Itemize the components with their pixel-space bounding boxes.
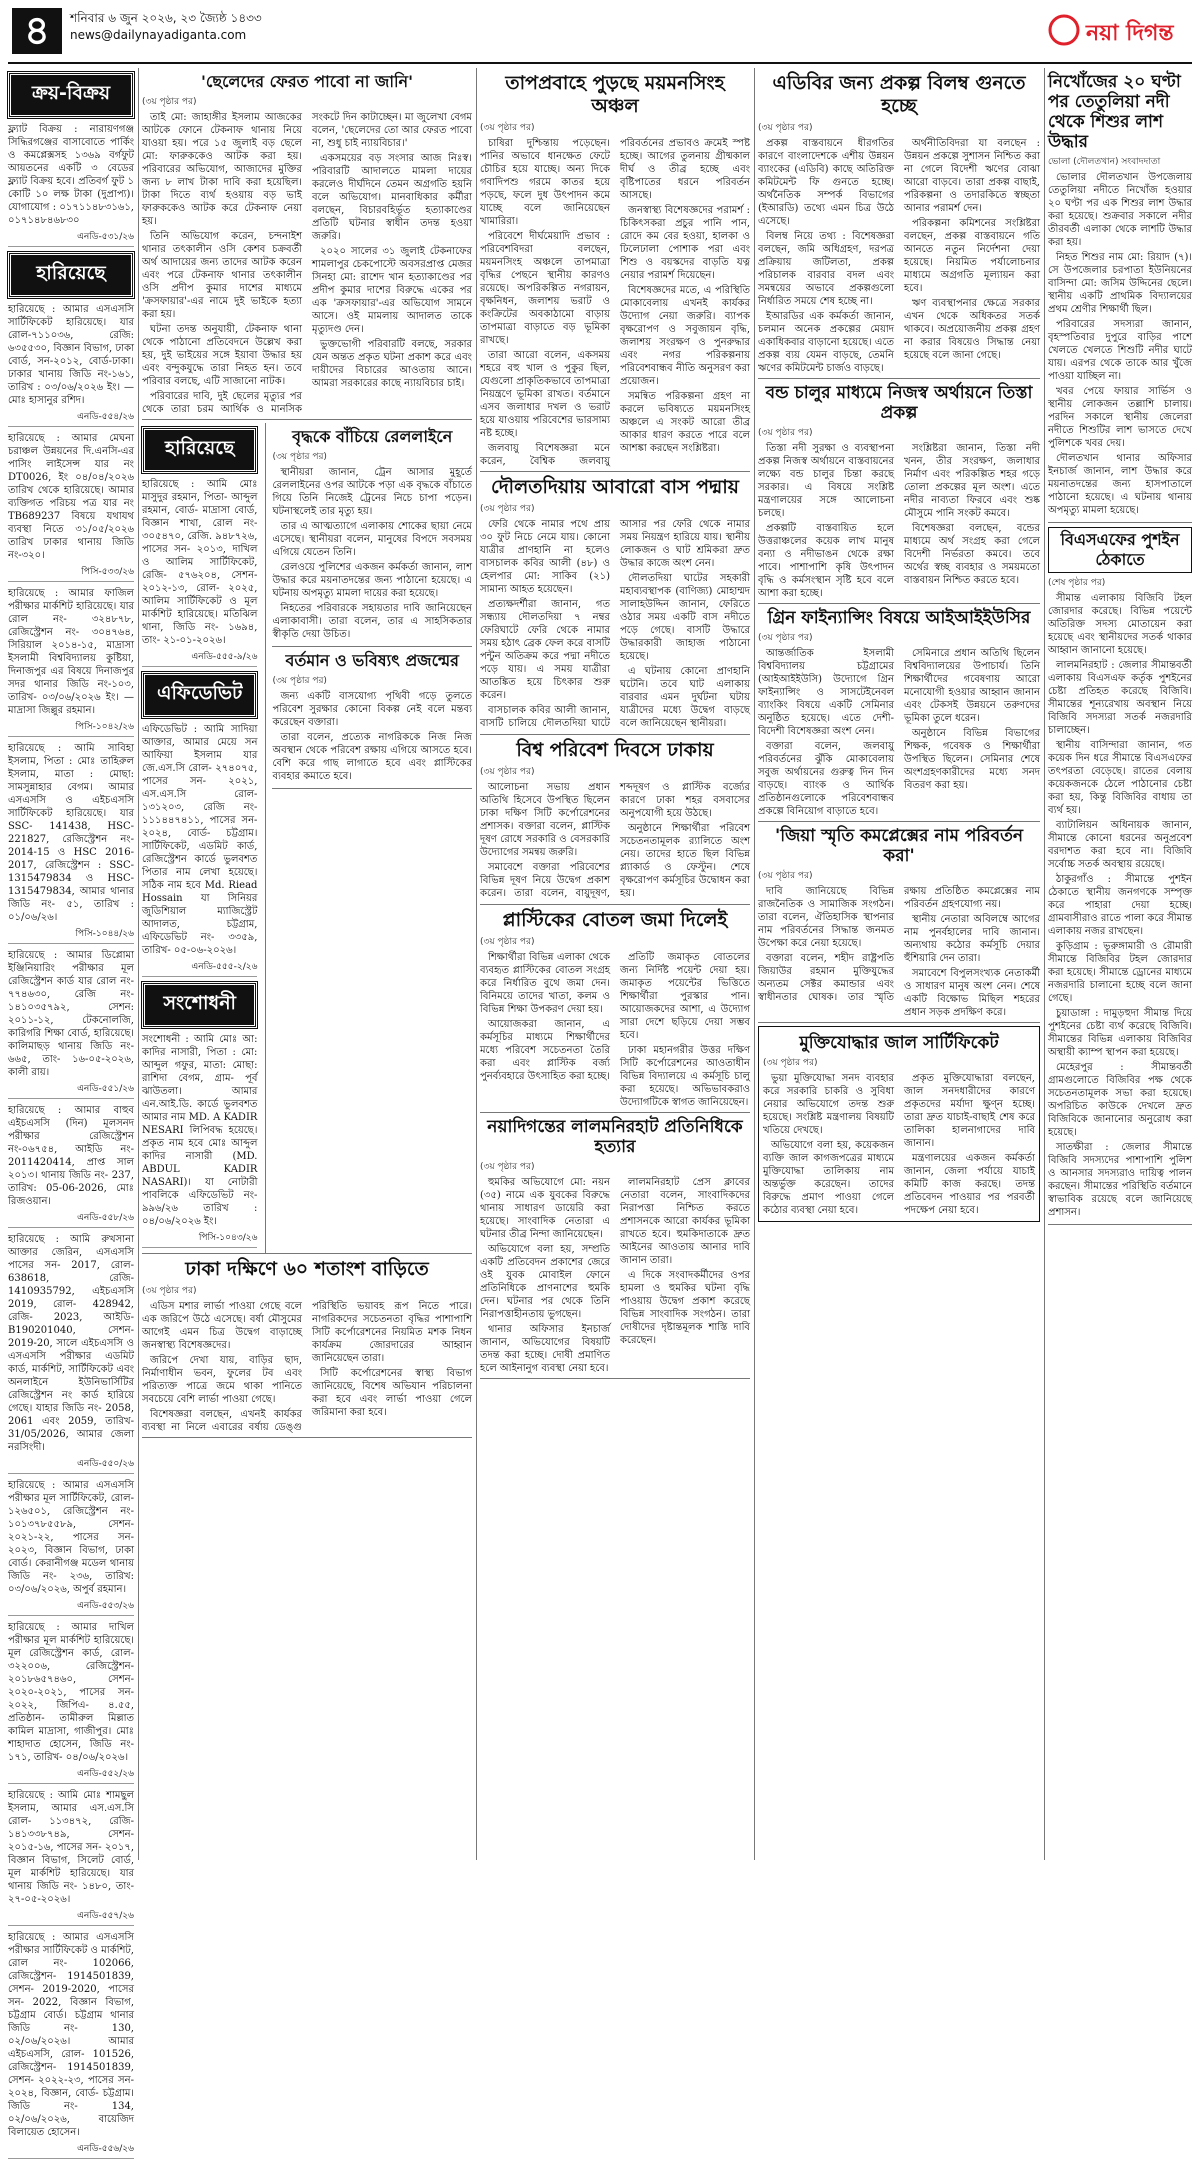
story-paragraph: জন্য একটি বাসযোগ্য পৃথিবী গড়ে তুলতে পরিবেশ সুরক্ষার কোনো বিকল্প নেই বলে মন্তব্য করেছেন বক্তারা। [272, 691, 472, 728]
story-paragraph: হুমকির অভিযোগে মো: নয়ন (৩৫) নামে এক যুবকের বিরুদ্ধে থানায় সাধারণ ডায়েরি করা হয়েছে। সাংবাদিক নেতারা এ ঘটনার তীব্র নিন্দা জানিয়েছেন। [480, 1177, 610, 1240]
lost-ad-text: হারিয়েছে : আমি মোঃ শামছুল ইসলাম, আমার এস.এস.সি রোল- ১১৩৪৭২, রেজি- ১৪১৩৩৮৭৪৯, সেশন- ২০১৫-১৬, পাসের সন- ২০১৭, বিজ্ঞান বিভাগ, সিলেট বোর্ড, মূল মার্কশিট হারিয়েছে। যার থানায় জিডি নং- ১৪৮০, তাং- ২৭-০৫-২০২৬। [8, 1790, 135, 1905]
story-byline: (শেষ পৃষ্ঠার পর) [1048, 578, 1106, 588]
story-body [480, 137, 750, 468]
story-byline: (৩য় পৃষ্ঠার পর) [272, 676, 327, 686]
ad-code: পিসি-১০৪২/২৬ [8, 719, 134, 737]
story-adb [758, 72, 1040, 379]
story-byline: (৩য় পৃষ্ঠার পর) [480, 937, 535, 947]
ad-code: এনডি-৫৫৬/২৬ [8, 2141, 134, 2159]
story-railway [272, 427, 472, 647]
email-link[interactable]: news@dailynayadiganta.com [70, 28, 247, 42]
story-paragraph: রেলওয়ে পুলিশের একজন কর্মকর্তা জানান, লাশ উদ্ধার করে ময়নাতদন্তের জন্য পাঠানো হয়েছে। এ ঘটনায় অপমৃত্যু মামলা দায়ের করা হয়েছে। [272, 562, 472, 599]
story-paragraph: তার এ আত্মত্যাগে এলাকায় শোকের ছায়া নেমে এসেছে। স্থানীয়রা বলেন, মানুষের বিপদে সবসময় এগিয়ে যেতেন তিনি। [272, 521, 472, 558]
story-byline: (৩য় পৃষ্ঠার পর) [272, 452, 327, 462]
story-paragraph: একসময়ের বড় সংসার আজ নিঃস্ব। পরিবারটি আদালতে মামলা দায়ের করলেও দীর্ঘদিনে তেমন অগ্রগতি হয়নি বলে অভিযোগ। মানবাধিকার কর্মীরা বলছেন, বিচারবহির্ভূত হত্যাকাণ্ডের প্রতিটি ঘটনার স্বাধীন তদন্ত হওয়া জরুরি। [312, 153, 472, 242]
story-paragraph: তারা আরো বলেন, একসময় শহরে বহু খাল ও পুকুর ছিল, যেগুলো প্রাকৃতিকভাবে তাপমাত্রা নিয়ন্ত্রণে ভূমিকা রাখত। বর্তমানে এসব জলাধার দখল ও ভরাট হয়ে যাওয়ায় পরিবেশের ভারসাম্য নষ্ট হচ্ছে। [480, 350, 610, 439]
story-byline: (৩য় পৃষ্ঠার পর) [758, 871, 813, 881]
story-paragraph: বিশেষজ্ঞরা বলছেন, বন্ডের মাধ্যমে অর্থ সংগ্রহ করা গেলে বিদেশী নির্ভরতা কমবে। তবে অর্থের স্বচ্ছ ব্যবহার ও সময়মতো বাস্তবায়ন নিশ্চিত করতে হবে। [904, 523, 1040, 586]
story-body [142, 111, 472, 416]
story-body [480, 518, 750, 731]
story-paragraph: থানার অফিসার ইনচার্জ জানান, অভিযোগের বিষয়টি তদন্ত করা হচ্ছে। দোষী প্রমাণিত হলে আইনানুগ ব্যবস্থা নেয়া হবে। [480, 1324, 610, 1374]
story-paragraph: সংশ্লিষ্টরা জানান, তিস্তা নদী খনন, তীর সংরক্ষণ, জলাধার নির্মাণ এবং পরিকল্পিত শহর গড়ে তোলা প্রকল্পের মূল অংশ। এতে নদীর নাব্যতা ফিরবে এবং শুষ্ক মৌসুমে পানি সংকট কমবে। [904, 443, 1040, 519]
story-byline: (৩য় পৃষ্ঠার পর) [480, 504, 535, 514]
story-byline: ভোলা (দৌলতখান) সংবাদদাতা [1048, 157, 1161, 167]
story-paragraph: জরিপে দেখা যায়, বাড়ির ছাদ, নির্মাণাধীন ভবন, ফুলের টব এবং পরিত্যক্ত পাত্রে জমে থাকা পানিতে সবচেয়ে বেশি লার্ভা পাওয়া গেছে। [142, 1355, 302, 1405]
story-paragraph: স্থানীয় বাসিন্দারা জানান, গত কয়েক দিন ধরে সীমান্তে বিএসএফের তৎপরতা বেড়েছে। রাতের বেলায় কয়েকজনকে ঠেলে পাঠানোর চেষ্টা করা হয়, কিন্তু বিজিবির বাধায় তা ব্যর্থ হয়। [1048, 740, 1192, 816]
story-paragraph: ভুয়া মুক্তিযোদ্ধা সনদ ব্যবহার করে সরকারি চাকরি ও সুবিধা নেয়ার অভিযোগে তদন্ত শুরু হয়েছে। সংশ্লিষ্ট মন্ত্রণালয় বিষয়টি খতিয়ে দেখছে। [763, 1073, 894, 1136]
story-body [1048, 592, 1192, 1219]
story-headline: গ্রিন ফাইন্যান্সিং বিষয়ে আইআইইউসির [767, 608, 1031, 628]
story-paragraph: তিনি অভিযোগ করেন, চন্দনাইশ থানার তৎকালীন ওসি কেশব চক্রবর্তী অর্থ আদায়ের জন্য তাদের আটক করেন এবং পরে টেকনাফ থানার তৎকালীন ওসি প্রদীপ কুমার দাশের মাধ্যমে 'ক্রসফায়ার'-এর নামে দুই ভাইকে হত্যা করা হয়। [142, 231, 302, 320]
story-paragraph: আলোচনা সভায় প্রধান অতিথি হিসেবে উপস্থিত ছিলেন ঢাকা দক্ষিণ সিটি কর্পোরেশনের প্রশাসক। বক্তারা বলেন, প্লাস্টিক দূষণ রোধে সরকারি ও বেসরকারি উদ্যোগের সমন্বয় জরুরি। [480, 782, 610, 858]
story-paragraph: অভিযোগে বলা হয়, সম্প্রতি একটি প্রতিবেদন প্রকাশের জেরে ওই যুবক মোবাইল ফোনে প্রতিনিধিকে প্রাণনাশের হুমকি দেন। ঘটনার পর থেকে তিনি নিরাপত্তাহীনতায় ভুগছেন। [480, 1244, 610, 1320]
story-paragraph: ২০২০ সালের ৩১ জুলাই টেকনাফের শামলাপুর চেকপোস্টে অবসরপ্রাপ্ত মেজর সিনহা মো: রাশেদ খান হত্যাকাণ্ডের পর প্রদীপ কুমার দাশের বিরুদ্ধে একের পর এক 'ক্রসফায়ার'-এর অভিযোগ সামনে আসে। ওই মামলায় আদালত তাকে মৃত্যুদণ্ড দেন। [312, 246, 472, 335]
story-environment [480, 739, 750, 905]
lost-ad-text: হারিয়েছে : আমার মেঘনা চরাঞ্চল উন্নয়নের দি.এনসি-এর পাসিং লাইসেন্স যার নং DT0026, ইং ০৪/০৪/২০২৬ তারিখ থেকে হারিয়েছে। আমার ব্যক্তিগত পরিচয় পত্র যার নং TB689237 বিষয়ে যথাযথ ব্যবস্থা নিতে ৩১/০৫/২০২৬ তারিখ ঢাকার থানায় জিডি নং-৩২০। [8, 433, 134, 561]
column-2 [142, 68, 472, 1860]
classified-ad: সংশোধনী : আমি মোঃ আ: কাদির নাসারী, পিতা : মো: আব্দুল গফুর, মাতা: মোছা: রাশিদা বেগম, গ্রাম- পূর্ব ঝাউতলা। আমার এন.আই.ডি. কার্ডে ভুলবশত আমার নাম MD. A KADIR NESARI লিপিবদ্ধ হয়েছে। প্রকৃত নাম হবে মোঃ আব্দুল কাদির নাসারী (MD. ABDUL KADIR NASARI)। যা নোটারী পাবলিকে এফিডেভিট নং- ৯৯৬/২৬ তারিখ : ০৪/০৬/২০২৬ ইং। [142, 1034, 258, 1227]
story-paragraph: প্রকল্পটি বাস্তবায়িত হলে উত্তরাঞ্চলের কয়েক লাখ মানুষ বন্যা ও নদীভাঙন থেকে রক্ষা পাবে। পাশাপাশি কৃষি উৎপাদন বৃদ্ধি ও কর্মসংস্থান সৃষ্টি হবে বলে আশা করা হচ্ছে। [758, 523, 894, 599]
newspaper-logo [1046, 8, 1186, 56]
story-paragraph: মন্ত্রণালয়ের একজন কর্মকর্তা জানান, জেলা পর্যায়ে যাচাই কমিটি কাজ করছে। তদন্ত প্রতিবেদন পাওয়ার পর পরবর্তী পদক্ষেপ নেয়া হবে। [904, 1153, 1035, 1216]
classified-ad: এফিডেভিট : আমি সাদিয়া আক্তার, আমার মেয়ে সন আফিয়া ইসলাম যার জে.এস.সি রোল- ২৭৪০৭৫, পাসের সন- ২০২১, এস.এস.সি রোল- ১৩১২০৩, রেজি নং- ১১১৪৪৭৪১১, পাসের সন- ২০২৪, বোর্ড- চট্টগ্রাম। সার্টিফিকেট, এডমিট কার্ড, রেজিস্ট্রেশন কার্ডে ভুলবশত পিতার নাম লেখা হয়েছে। সঠিক নাম হবে Md. Riead Hossain যা সিনিয়র জুডিশিয়াল ম্যাজিস্ট্রেট আদালত, চট্টগ্রাম, এফিডেভিট নং- ৩৩৫৯, তারিখ- ০৫-০৬-২০২৬। [142, 724, 258, 956]
story-byline: (৩য় পৃষ্ঠার পর) [480, 767, 535, 777]
story-bgb [1048, 527, 1192, 1225]
ad-code: এনডি-৫৫৩/২৬ [8, 1598, 134, 1616]
story-body [480, 951, 750, 1109]
story-green-finance [758, 608, 1040, 822]
story-body [1048, 171, 1192, 517]
story-teesta [758, 383, 1040, 604]
story-paragraph: বিলম্ব নিয়ে তথ্য : বিশেষজ্ঞরা বলছেন, জমি অধিগ্রহণ, দরপত্র প্রক্রিয়ায় জটিলতা, প্রকল্প পরিচালক বারবার বদল এবং সমন্বয়ের অভাবে প্রকল্পগুলো নির্ধারিত সময়ে শেষ হচ্ছে না। [758, 231, 894, 307]
story-headline: নয়াদিগন্তের লালমনিরহাট প্রতিনিধিকে হত্যার [487, 1117, 743, 1157]
ad-code: পিসি-৫৩৩/২৬ [8, 564, 134, 582]
lost-ad-text: হারিয়েছে : আমার এসএসসি পরীক্ষার মূল সার্টিফিকেট, রোল- ১২৬৫০১, রেজিস্ট্রেশন নং- ১০১৩৭৮৫৫৮৯, সেশন- ২০২১-২২, পাসের সন- ২০২৩, বিজ্ঞান বিভাগ, ঢাকা বোর্ড। কেরানীগঞ্জ মডেল থানায় জিডি নং- ২৩৬, তারিখ: ০৩/০৬/২০২৬, অপুর্ব রহমান। [8, 1480, 134, 1595]
story-zia [758, 826, 1040, 1023]
story-body [758, 885, 1040, 1019]
lost-ad-text: হারিয়েছে : আমি রুখসানা আক্তার জেরিন, এসএসসি পাসের সন- 2017, রোল- 638618, রেজি- 1410935792, এইচএসসি 2019, রোল- 428942, রেজি- 2023, আইডি- B190201040, সেশন- 2019-20, সালে এইচএসসি ও এসএসসি পরীক্ষার এডমিট কার্ড, মার্কশিট, সার্টিফিকেট এবং অনলাইনে ইউনিভার্সিটির রেজিস্ট্রেশন নং কার্ড হারিয়ে গেছে। যাহার জিডি নং- 2058, 2061 এবং 2059, তারিখ- 31/05/2026, আমার জেলা নরসিংদী। [8, 1234, 134, 1453]
story-paragraph: জলবায়ু বিশেষজ্ঞরা মনে করেন, বৈশ্বিক জলবায়ু পরিবর্তনের প্রভাবও ক্রমেই স্পষ্ট হচ্ছে। আগের তুলনায় গ্রীষ্মকাল দীর্ঘ ও তীব্র হচ্ছে এবং বৃষ্টিপাতের ধরনে পরিবর্তন আসছে। [480, 138, 750, 467]
story-paragraph: বক্তারা বলেন, জলবায়ু পরিবর্তনের ঝুঁকি মোকাবেলায় সবুজ অর্থায়নের গুরুত্ব দিন দিন বাড়ছে। ব্যাংক ও আর্থিক প্রতিষ্ঠানগুলোকে পরিবেশবান্ধব প্রকল্পে বিনিয়োগ বাড়াতে হবে। [758, 741, 894, 817]
story-paragraph: সমাবেশে বক্তারা পরিবেশের বিভিন্ন দূষণ নিয়ে উদ্বেগ প্রকাশ করেন। তারা বলেন, বায়ুদূষণ, শব্দদূষণ ও প্লাস্টিক বর্জ্যের কারণে ঢাকা শহর বসবাসের অনুপযোগী হয়ে উঠছে। [480, 782, 750, 899]
ad-code: এনডি-৫৫২/২৬ [8, 1766, 134, 1784]
lost-ad-text: হারিয়েছে : আমি সাবিহা ইসলাম, পিতা : মোঃ তাহিরুল ইসলাম, মাতা : মোছা: সামসুন্নাহার বেগম। আমার এসএসসি ও এইচএসসি সার্টিফিকেট হারিয়েছে। যার SSC- 141438, HSC- 221827, রেজিস্ট্রেশন নং- 2014-15 ও HSC 2016-2017, রেজিস্ট্রেশন : SSC- 1315479834 ও HSC- 1315479834, আমার থানার জিডি নং- ৫১, তারিখ : ০১/০৬/২৬। [8, 743, 134, 923]
lost-ad-text: হারিয়েছে : আমার ডিপ্লোমা ইঞ্জিনিয়ারিং পরীক্ষার মূল রেজিস্ট্রেশন কার্ড যার রোল নং- ৭৭৪৬৩০, রেজি নং- ১৪১০৩৫৭৯২, সেশন: ২০১১-১২, টেকনোলজি, কারিগরি শিক্ষা বোর্ড, হারিয়েছে। কালিমাছড় থানায় জিডি নং- ৬৬৫, তাং- ১৬-০৫-২০২৬, কালী রায়। [8, 950, 134, 1078]
story-headline: 'ছেলেদের ফেরত পাবো না জানি' [201, 72, 413, 91]
story-byline: (৩য় পৃষ্ঠার পর) [480, 123, 535, 133]
story-paragraph: তাই মো: জাহাঙ্গীর ইসলাম আজকের আটকে ফোনে টেকনাফ থানায় নিয়ে যাওয়া হয়। পরে ১৫ জুলাই বড় ছেলে মো: ফারুককেও আটক করা হয়। পরিবারের অভিযোগ, আজাদের মুক্তির জন্য ৮ লাখ টাকা দাবি করা হয়েছিল। টাকা দিতে ব্যর্থ হওয়ায় বড় ভাই ফারুককেও আটক করে টেকনাফ নেয়া হয়। [142, 112, 302, 227]
story-lalmonirhat [480, 1117, 750, 1379]
lost-ad-text: হারিয়েছে : আমার ফাজিল পরীক্ষার মার্কশিট হারিয়েছে। যার রোল নং- ৩২৪৮৭৮, রেজিস্ট্রেশন নং- ৩০৪৭৬৪, সিরিয়াল ২০১৪-১৫, মাদ্রাসা ইসলামী বিশ্ববিদ্যালয় কুষ্টিয়া, দিনাজপুর এর বিষয়ে দিনাজপুর সদর থানার জিডি নং-১০৩, তারিখ- ০৩/০৬/২০২৬ ইং। —মাদ্রাসা জিল্লুর রহমান। [8, 588, 134, 716]
classifieds-column [8, 68, 135, 2154]
story-paragraph: ভুক্তভোগী পরিবারটি বলছে, সরকার যেন অন্তত প্রকৃত ঘটনা প্রকাশ করে এবং দায়ীদের বিচারের আওতায় আনে। আমরা সরকারের কাছে ন্যায়বিচার চাই। [312, 339, 472, 389]
story-paragraph: প্রত্যক্ষদর্শীরা জানান, গত সন্ধ্যায় দৌলতদিয়া ৭ নম্বর ফেরিঘাটে ফেরি থেকে নামার সময় হঠাৎ ব্রেক ফেল করে বাসটি পন্টুন অতিক্রম করে পদ্মা নদীতে পড়ে যায়। এ সময় যাত্রীরা আতঙ্কিত হয়ে চিৎকার শুরু করেন। [480, 599, 610, 701]
left-classifieds-sub [142, 423, 257, 1253]
story-paragraph: এ দিকে সংবাদকর্মীদের ওপর হামলা ও হুমকির ঘটনা বৃদ্ধি পাওয়ায় উদ্বেগ প্রকাশ করেছে বিভিন্ন সাংবাদিক সংগঠন। তারা দোষীদের দৃষ্টান্তমূলক শাস্তি দাবি করেছেন। [620, 1270, 750, 1346]
story-paragraph: অনুষ্ঠানে বিভিন্ন বিভাগের শিক্ষক, গবেষক ও শিক্ষার্থীরা উপস্থিত ছিলেন। সেমিনার শেষে অংশগ্রহণকারীদের মধ্যে সনদ বিতরণ করা হয়। [904, 728, 1040, 791]
story-sons [142, 72, 472, 420]
story-paragraph: ফেরি থেকে নামার পথে প্রায় ৩০ ফুট নিচে নেমে যায়। কোনো যাত্রীর প্রাণহানি না হলেও বাসচালক কবির আলী (৪৮) ও হেলপার মো: সাকিব (২১) সামান্য আহত হয়েছেন। [480, 519, 610, 595]
story-plastic [480, 909, 750, 1113]
ad-code: পিসি-১০৪৩/২৬ [142, 1230, 257, 1248]
story-paragraph: পরিকল্পনা কমিশনের সংশ্লিষ্টরা বলছেন, প্রকল্প বাস্তবায়নে গতি আনতে নতুন নির্দেশনা দেয়া হয়েছে। নিয়মিত পর্যালোচনার মাধ্যমে অগ্রগতি মূল্যায়ন করা হবে। [904, 218, 1040, 294]
ad-code: এনডি-৫৫৮/২৬ [8, 1210, 134, 1228]
logo-sun-icon [1050, 16, 1078, 44]
story-paragraph: খবর পেয়ে ফায়ার সার্ভিস ও স্থানীয় লোকজন তল্লাশি চালায়। পরদিন সকালে স্থানীয় জেলেরা নদীতে শিশুটির লাশ ভাসতে দেখে পুলিশকে খবর দেয়। [1048, 386, 1192, 449]
story-paragraph: নিহত শিশুর নাম মো: রিয়াদ (৭)। সে উপজেলার চরপাতা ইউনিয়নের বাসিন্দা মো: জসিম উদ্দিনের ছেলে। স্থানীয় একটি প্রাথমিক বিদ্যালয়ের প্রথম শ্রেণীর শিক্ষার্থী ছিল। [1048, 252, 1192, 315]
story-mymensingh [480, 72, 750, 472]
story-paragraph: দাবি জানিয়েছে বিভিন্ন রাজনৈতিক ও সামাজিক সংগঠন। তারা বলেন, ঐতিহাসিক স্থাপনার নাম পরিবর্তনের সিদ্ধান্ত জনমত উপেক্ষা করে নেয়া হয়েছে। [758, 886, 894, 949]
story-headline: বিশ্ব পরিবেশ দিবসে ঢাকায় [516, 739, 714, 761]
classified-ad: হারিয়েছে : আমি মোঃ মাসুদুর রহমান, পিতা- আব্দুল রহমান, বোর্ড- মাদ্রাসা বোর্ড, বিজ্ঞান শাখা, রোল নং- ৩০৫৪৭০, রেজি. ৯৪৮৭২৬, পাসের সন- ২০১৩, দাখিল ও আলিম সার্টিফিকেট, রেজি- ৫৭৬২০৪, সেশন- ২০১২-১৩, রোল- ২০২৫, আলিম সার্টিফিকেট ও মূল মার্কশিট হারিয়েছে। মতিঝিল থানা, জিডি নং- ১৬৯৪, তাং- ২১-০১-২০২৬। [142, 479, 258, 646]
story-paragraph: বিশেষজ্ঞরা বলছেন, এখনই কার্যকর ব্যবস্থা না নিলে এবারের বর্ষায় ডেঙ্গু পরিস্থিতি ভয়াবহ রূপ নিতে পারে। নাগরিকদের সচেতনতা বৃদ্ধির পাশাপাশি সিটি কর্পোরেশনের নিয়মিত মশক নিধন কার্যক্রম জোরদারের আহ্বান জানিয়েছেন তারা। [142, 1301, 472, 1433]
lost-heading: হারিয়েছে [8, 252, 134, 298]
affidavit-heading: এফিডেভিট [142, 672, 257, 718]
story-byline: (৩য় পৃষ্ঠার পর) [758, 428, 813, 438]
story-paragraph: প্রকৃত মুক্তিযোদ্ধারা বলছেন, জাল সনদধারীদের কারণে প্রকৃতদের মর্যাদা ক্ষুণ্ন হচ্ছে। তারা দ্রুত যাচাই-বাছাই শেষ করে তালিকা হালনাগাদের দাবি জানান। [904, 1073, 1035, 1149]
story-paragraph: অর্থনীতিবিদরা যা বলছেন : উন্নয়ন প্রকল্পে সুশাসন নিশ্চিত করা না গেলে বিদেশী ঋণের বোঝা আরো বাড়বে। তারা প্রকল্প বাছাই, পরিকল্পনা ও তদারকিতে স্বচ্ছতা আনার পরামর্শ দেন। [904, 138, 1040, 214]
ad-code: এনডি-৫৩১/২৬ [8, 229, 134, 247]
story-future [272, 651, 472, 789]
story-body [272, 690, 472, 783]
story-byline: (৩য় পৃষ্ঠার পর) [758, 633, 813, 643]
story-body [763, 1072, 1035, 1219]
ad-code: এনডি-৫৫৫-২/২৬ [142, 959, 257, 977]
correction-heading: সংশোধনী [142, 982, 257, 1028]
story-paragraph: সমাবেশে বিপুলসংখ্যক নেতাকর্মী ও সাধারণ মানুষ অংশ নেন। শেষে একটি বিক্ষোভ মিছিল শহরের প্রধান সড়ক প্রদক্ষিণ করে। [904, 968, 1040, 1018]
story-paragraph: সিটি কর্পোরেশনের স্বাস্থ্য বিভাগ জানিয়েছে, বিশেষ অভিযান পরিচালনা করা হবে এবং লার্ভা পাওয়া গেলে জরিমানা করা হবে। [312, 1368, 472, 1418]
story-paragraph: কুড়িগ্রাম : ভূরুঙ্গামারী ও রৌমারী সীমান্তে বিজিবির টহল জোরদার করা হয়েছে। সীমান্তে ড্রোনের মাধ্যমে নজরদারি চালানো হচ্ছে বলে জানা গেছে। [1048, 941, 1192, 1004]
story-paragraph: শিক্ষার্থীরা বিভিন্ন এলাকা থেকে ব্যবহৃত প্লাস্টিকের বোতল সংগ্রহ করে নির্ধারিত বুথে জমা দেন। বিনিময়ে তাদের খাতা, কলম ও বিভিন্ন শিক্ষা উপকরণ দেয়া হয়। [480, 952, 610, 1015]
story-byline: (৩য় পৃষ্ঠার পর) [142, 97, 197, 107]
story-paragraph: সাতক্ষীরা : জেলার সীমান্তে বিজিবি সদস্যদের পাশাপাশি পুলিশ ও আনসার সদস্যরাও দায়িত্ব পালন করছেন। সীমান্তের পরিস্থিতি বর্তমানে স্বাভাবিক রয়েছে বলে জানিয়েছে প্রশাসন। [1048, 1142, 1192, 1218]
ad-code: এনডি-৫৫৭/২৬ [8, 1908, 134, 1926]
story-paragraph: বাসচালক কবির আলী জানান, বাসটি চালিয়ে দৌলতদিয়া ঘাটে আসার পর ফেরি থেকে নামার সময় নিয়ন্ত্রণ হারিয়ে যায়। স্থানীয় লোকজন ও ঘাট শ্রমিকরা দ্রুত উদ্ধার কাজে অংশ নেন। [480, 519, 750, 729]
story-paragraph: পরিবারের সদস্যরা জানান, বৃহস্পতিবার দুপুরে বাড়ির পাশে খেলতে খেলতে শিশুটি নদীর ঘাটে যায়। এরপর থেকে তাকে আর খুঁজে পাওয়া যাচ্ছিল না। [1048, 319, 1192, 382]
story-body [272, 466, 472, 641]
story-body [758, 137, 1040, 375]
story-headline: এডিবির জন্য প্রকল্প বিলম্ব গুনতে হচ্ছে [772, 72, 1026, 117]
story-headline: তাপপ্রবাহে পুড়ছে ময়মনসিংহ অঞ্চল [505, 72, 725, 117]
story-paragraph: জনস্বাস্থ্য বিশেষজ্ঞদের পরামর্শ : চিকিৎসকরা প্রচুর পানি পান, রোদে কম বের হওয়া, হালকা ও ঢিলেঢালা পোশাক পরা এবং শিশু ও বয়স্কদের বাড়তি যত্ন নেয়ার পরামর্শ দিয়েছেন। [620, 205, 750, 281]
story-paragraph: মেহেরপুর : সীমান্তবর্তী গ্রামগুলোতে বিজিবির পক্ষ থেকে সচেতনতামূলক সভা করা হয়েছে। অপরিচিত কাউকে দেখলে দ্রুত বিজিবিকে জানানোর অনুরোধ করা হয়েছে। [1048, 1062, 1192, 1138]
story-headline: দৌলতদিয়ায় আবারো বাস পদ্মায় [490, 476, 740, 498]
story-paragraph: ব্যাটালিয়ন অধিনায়ক জানান, সীমান্তে কোনো ধরনের অনুপ্রবেশ বরদাশত করা হবে না। বিজিবি সর্বোচ্চ সতর্ক অবস্থায় রয়েছে। [1048, 820, 1192, 870]
story-paragraph: তারা বলেন, প্রত্যেক নাগরিককে নিজ নিজ অবস্থান থেকে পরিবেশ রক্ষায় এগিয়ে আসতে হবে। বেশি করে গাছ লাগাতে হবে এবং প্লাস্টিকের ব্যবহার কমাতে হবে। [272, 732, 472, 782]
story-paragraph: চুয়াডাঙ্গা : দামুড়হুদা সীমান্ত দিয়ে পুশইনের চেষ্টা ব্যর্থ করেছে বিজিবি। সীমান্তের বিভিন্ন এলাকায় বিজিবির অস্থায়ী ক্যাম্প স্থাপন করা হয়েছে। [1048, 1008, 1192, 1058]
story-body [480, 1176, 750, 1375]
lost-ad-text: হারিয়েছে : আমার এসএসসি পরীক্ষার সার্টিফিকেট ও মার্কশিট, রোল নং- 102066, রেজিস্ট্রেশন- 1914501839, সেশন- 2019-2020, পাসের সন- 2022, বিজ্ঞান বিভাগ, চট্টগ্রাম বোর্ড। চট্টগ্রাম থানার জিডি নং- 130, ০২/০৬/২০২৬। আমার এইচএসসি, রোল- 101526, রেজিস্ট্রেশন- 1914501839, সেশন- ২০২২-২৩, পাসের সন- ২০২৪, বিজ্ঞান, বোর্ড- চট্টগ্রাম। জিডি নং- 134, ০২/০৬/২০২৬, বায়েজিদ বিলায়েত হোসেন। [8, 1932, 134, 2138]
lost-ad-text: হারিয়েছে : আমার এসএসসি সার্টিফিকেট হারিয়েছে। যার রোল-৭১১০৩৬, রেজি: ৬৩৫৫৩০, বিজ্ঞান বিভাগ, ঢাকা বোর্ড, সন-২০১২, বোর্ড-ঢাকা। ঢাকার খানায় জিডি নং-১৬১, তারিখ : ০৩/০৬/২০২৬ ইং। — মোঃ হাসানুর রশিদ। [8, 304, 134, 406]
story-paragraph: ঘটনা তদন্ত অনুযায়ী, টেকনাফ থানা থেকে পাঠানো প্রতিবেদনে উল্লেখ করা হয়, দুই ভাইয়ের সঙ্গে ইয়াবা উদ্ধার হয় এবং বন্দুকযুদ্ধে তারা নিহত হন। তবে পরিবার বলছে, এটি সাজানো নাটক। [142, 324, 302, 387]
lost-heading-2: হারিয়েছে [142, 427, 257, 473]
story-child [1048, 72, 1192, 523]
story-byline: (৩য় পৃষ্ঠার পর) [142, 1286, 197, 1296]
ad-code: পিসি-১০৪৪/২৬ [8, 926, 134, 944]
ad-code: এনডি-৫৫৪/২৬ [8, 409, 134, 427]
story-headline: বর্তমান ও ভবিষ্যৎ প্রজন্মের [285, 651, 459, 670]
story-dhaka-south [142, 1253, 472, 1438]
story-daulatdia [480, 476, 750, 735]
story-paragraph: প্রতিটি জমাকৃত বোতলের জন্য নির্দিষ্ট পয়েন্ট দেয়া হয়। জমাকৃত পয়েন্টের ভিত্তিতে শিক্ষার্থীরা পুরস্কার পান। আয়োজকদের আশা, এ উদ্যোগ সারা দেশে ছড়িয়ে দেয়া সম্ভব হবে। [620, 952, 750, 1041]
column-4 [758, 68, 1040, 1860]
story-headline: ঢাকা দক্ষিণে ৬০ শতাংশ বাড়িতে [185, 1258, 429, 1280]
story-paragraph: ঢাকা মহানগরীর উত্তর দক্ষিণ সিটি কর্পোরেশনের আওতাধীন বিভিন্ন বিদ্যালয়ে এ কর্মসূচি চালু করা হয়েছে। অভিভাবকরাও উদ্যোগটিকে স্বাগত জানিয়েছেন। [620, 1045, 750, 1108]
story-paragraph: পরিবেশে দীর্ঘমেয়াদি প্রভাব : পরিবেশবিদরা বলছেন, ময়মনসিংহ অঞ্চলে তাপমাত্রা বৃদ্ধির পেছনে স্থানীয় কারণও রয়েছে। অপরিকল্পিত নগরায়ন, বৃক্ষনিধন, জলাশয় ভরাট ও কংক্রিটের অবকাঠামো বাড়ায় তাপমাত্রা বাড়াতে বড় ভূমিকা রাখছে। [480, 231, 610, 346]
story-paragraph: স্থানীয়রা জানান, ট্রেন আসার মুহূর্তে রেললাইনের ওপর আটকে পড়া এক বৃদ্ধকে বাঁচাতে গিয়ে তিনি নিজেই ট্রেনের নিচে চাপা পড়েন। ঘটনাস্থলেই তার মৃত্যু হয়। [272, 467, 472, 517]
story-paragraph: পরিবারের দাবি, দুই ছেলের মৃত্যুর পর থেকে তারা চরম আর্থিক ও মানসিক সংকটে দিন কাটাচ্ছেন। মা জুলেখা বেগম বলেন, 'ছেলেদের তো আর ফেরত পাবো না, শুধু চাই ন্যায়বিচার।' [142, 112, 472, 415]
story-paragraph: অনুষ্ঠানে শিক্ষার্থীরা পরিবেশ সচেতনতামূলক র‍্যালিতে অংশ নেয়। তাদের হাতে ছিল বিভিন্ন প্ল্যাকার্ড ও ফেস্টুন। শেষে বৃক্ষরোপণ কর্মসূচির উদ্বোধন করা হয়। [620, 823, 750, 899]
logo-text: নয়া দিগন্ত [1086, 21, 1174, 46]
story-paragraph: এডিস মশার লার্ভা পাওয়া গেছে বলে এক জরিপে উঠে এসেছে। বর্ষা মৌসুমের আগেই এমন চিত্র উদ্বেগ বাড়াচ্ছে জনস্বাস্থ্য বিশেষজ্ঞদের। [142, 1301, 302, 1351]
story-paragraph: সমন্বিত পরিকল্পনা গ্রহণ না করলে ভবিষ্যতে ময়মনসিংহ অঞ্চলে এ সংকট আরো তীব্র আকার ধারণ করতে পারে বলে আশঙ্কা করছেন সংশ্লিষ্টরা। [620, 391, 750, 454]
story-headline: প্লাস্টিকের বোতল জমা দিলেই [502, 909, 728, 931]
story-paragraph: সেমিনারে প্রধান অতিথি ছিলেন বিশ্ববিদ্যালয়ের উপাচার্য। তিনি শিক্ষার্থীদের গবেষণায় আরো মনোযোগী হওয়ার আহ্বান জানান এবং টেকসই উন্নয়নে তরুণদের ভূমিকা তুলে ধরেন। [904, 648, 1040, 724]
story-body [142, 1300, 472, 1434]
story-paragraph: স্থানীয় নেতারা অবিলম্বে আগের নাম পুনর্বহালের দাবি জানান। অন্যথায় কঠোর কর্মসূচি দেয়ার হুঁশিয়ারি দেন তারা। [904, 914, 1040, 964]
story-paragraph: আয়োজকরা জানান, এ কর্মসূচির মাধ্যমে শিক্ষার্থীদের মধ্যে পরিবেশ সচেতনতা তৈরি করা এবং প্লাস্টিক বর্জ্য পুনর্ব্যবহারে উৎসাহিত করা হচ্ছে। [480, 1019, 610, 1082]
lost-ad-text: হারিয়েছে : আমার দাখিল পরীক্ষার মূল মার্কশিট হারিয়েছে। মূল রেজিস্ট্রেশন কার্ড, রোল- ৩২২০০৬, রেজিস্ট্রেশন- ২০১৮৬৫৭৪৬০, সেশন- ২০২০-২০২১, পাসের সন- ২০২২, জিপিএ- ৪.৫৫, প্রতিষ্ঠান- তামীরুল মিল্লাত কামিল মাদ্রাসা, গাজীপুর। মোঃ শাহাদাত হোসেন, জিডি নং- ১৭১, তারিখ- ০৪/০৬/২০২৬। [8, 1622, 134, 1763]
story-paragraph: এ ঘটনায় কোনো প্রাণহানি ঘটেনি। তবে ঘাট এলাকায় বারবার এমন দুর্ঘটনা ঘটায় যাত্রীদের মধ্যে উদ্বেগ বাড়ছে বলে জানিয়েছেন স্থানীয়রা। [620, 666, 750, 729]
story-byline: (৩য় পৃষ্ঠার পর) [480, 1162, 535, 1172]
classified-ad: ফ্ল্যাট বিক্রয় : নারায়ণগঞ্জ সিদ্ধিরগঞ্জের বাসাবোতে পার্কিং ও কমপ্লেক্সসহ ১৩৬৯ বর্গফুট আয়তনের একটি ৩ বেডের ফ্ল্যাট বিক্রয় হবে। প্রতিবর্গ ফুট ১ কোটি ১০ লক্ষ টাকা (দুপ্রাপ্য)। যোগাযোগ : ০১৭১১৪৮৩১৬১, ০১৭১৪৮৪৬৮৩০ [8, 124, 134, 226]
page-number: ৪ [12, 8, 62, 54]
lost-ads-list [8, 303, 134, 2159]
header-info [70, 10, 262, 44]
story-paragraph: ঠাকুরগাঁও : সীমান্তে পুশইন ঠেকাতে স্থানীয় জনগণকে সম্পৃক্ত করে পাহারা দেয়া হচ্ছে। গ্রামবাসীরাও রাতে পালা করে সীমান্ত এলাকায় নজর রাখছেন। [1048, 874, 1192, 937]
story-freedom-fighter [758, 1026, 1040, 1222]
story-paragraph: লালমনিরহাট : জেলার সীমান্তবর্তী এলাকায় বিএসএফ কর্তৃক পুশইনের চেষ্টা প্রতিহত করেছে বিজিবি। সীমান্তের শূন্যরেখায় অবস্থান নিয়ে বিজিবি সদস্যরা সতর্ক নজরদারি চালাচ্ছেন। [1048, 660, 1192, 736]
story-byline: (৩য় পৃষ্ঠার পর) [758, 123, 813, 133]
story-headline: বিএসএফের পুশইন ঠেকাতে [1048, 527, 1192, 573]
ad-code: এনডি-৫৫০/২৬ [8, 1456, 134, 1474]
lost-ad-text: হারিয়েছে : আমার বাহুব এইচএসসি (দিন) মূলসনদ পরীক্ষার রেজিস্ট্রেশন নং-০৬৭৫৪, আইডি নং- 2011420414, প্রাপ্ত সাল ২০১৩। থানায় জিডি নং- 237, তারিখ: 05-06-2026, মোঃ রিজওয়ান। [8, 1105, 134, 1207]
masthead [8, 4, 1192, 64]
story-paragraph: চাষিরা দুশ্চিন্তায় পড়েছেন। পানির অভাবে ধানক্ষেত ফেটে চৌচির হয়ে যাচ্ছে। অন্য দিকে গবাদিপশু গরমে কাতর হয়ে পড়ছে, ফলে দুধ উৎপাদন কমে যাচ্ছে বলে জানিয়েছেন খামারিরা। [480, 138, 610, 227]
right-sub-stories [265, 423, 472, 1253]
story-headline: বৃদ্ধকে বাঁচিয়ে রেললাইনে [292, 427, 453, 446]
story-headline: মুক্তিযোদ্ধার জাল সার্টিফিকেট [799, 1033, 999, 1053]
story-paragraph: প্রকল্প বাস্তবায়নে ধীরগতির কারণে বাংলাদেশকে এশীয় উন্নয়ন ব্যাংকের (এডিবি) কাছে অতিরিক্ত কমিটমেন্ট ফি গুনতে হচ্ছে। অর্থনৈতিক সম্পর্ক বিভাগের (ইআরডি) তথ্যে এমন চিত্র উঠে এসেছে। [758, 138, 894, 227]
story-body [758, 442, 1040, 600]
story-paragraph: বক্তারা বলেন, শহীদ রাষ্ট্রপতি জিয়াউর রহমান মুক্তিযুদ্ধের অন্যতম সেক্টর কমান্ডার এবং স্বাধীনতার ঘোষক। তার স্মৃতি রক্ষায় প্রতিষ্ঠিত কমপ্লেক্সের নাম পরিবর্তন গ্রহণযোগ্য নয়। [758, 886, 1040, 1003]
story-paragraph: ঋণ ব্যবস্থাপনার ক্ষেত্রে সরকার এখন থেকে অধিকতর সতর্ক থাকবে। অপ্রয়োজনীয় প্রকল্প গ্রহণ না করার বিষয়েও সিদ্ধান্ত নেয়া হয়েছে বলে জানা গেছে। [904, 298, 1040, 361]
date-line: শনিবার ৬ জুন ২০২৬, ২৩ জ্যৈষ্ঠ ১৪৩৩ [70, 11, 262, 25]
story-byline: (৩য় পৃষ্ঠার পর) [763, 1058, 818, 1068]
story-paragraph: সীমান্ত এলাকায় বিজিবি টহল জোরদার করেছে। বিভিন্ন পয়েন্টে অতিরিক্ত সদস্য মোতায়েন করা হয়েছে এবং স্থানীয়দের সতর্ক থাকার আহ্বান জানানো হয়েছে। [1048, 593, 1192, 656]
story-headline: 'জিয়া স্মৃতি কমপ্লেক্সের নাম পরিবর্তন করা' [775, 826, 1023, 866]
story-paragraph: লালমনিরহাট প্রেস ক্লাবের নেতারা বলেন, সাংবাদিকদের নিরাপত্তা নিশ্চিত করতে প্রশাসনকে আরো কার্যকর ভূমিকা রাখতে হবে। হুমকিদাতাকে দ্রুত আইনের আওতায় আনার দাবি জানান তারা। [620, 1177, 750, 1266]
story-paragraph: ইআরডির এক কর্মকর্তা জানান, চলমান অনেক প্রকল্পের মেয়াদ একাধিকবার বাড়ানো হয়েছে। এতে প্রকল্প ব্যয় যেমন বাড়ছে, তেমনি ঋণের কমিটমেন্ট চার্জও বাড়ছে। [758, 311, 894, 374]
column-5 [1048, 68, 1192, 1860]
story-paragraph: দৌলতখান থানার অফিসার ইনচার্জ জানান, লাশ উদ্ধার করে ময়নাতদন্তের জন্য হাসপাতালে পাঠানো হয়েছে। এ ঘটনায় থানায় অপমৃত্যু মামলা হয়েছে। [1048, 453, 1192, 516]
ad-code: এনডি-৫৫৫-৯/২৬ [142, 649, 257, 667]
story-headline: নিখোঁজের ২০ ঘণ্টা পর তেতুলিয়া নদী থেকে শিশুর লাশ উদ্ধার [1048, 72, 1181, 152]
story-paragraph: অভিযোগে বলা হয়, কয়েকজন ব্যক্তি জাল কাগজপত্রের মাধ্যমে মুক্তিযোদ্ধা তালিকায় নাম অন্তর্ভুক্ত করেছেন। তাদের বিরুদ্ধে প্রমাণ পাওয়া গেলে কঠোর ব্যবস্থা নেয়া হবে। [763, 1140, 894, 1216]
story-paragraph: ভোলার দৌলতখান উপজেলায় তেতুলিয়া নদীতে নিখোঁজ হওয়ার ২০ ঘণ্টা পর এক শিশুর লাশ উদ্ধার করা হয়েছে। শুক্রবার সকালে নদীর তীরবর্তী এলাকা থেকে লাশটি উদ্ধার করা হয়। [1048, 172, 1192, 248]
story-paragraph: আন্তর্জাতিক ইসলামী বিশ্ববিদ্যালয় চট্টগ্রামের (আইআইইউসি) উদ্যোগে গ্রিন ফাইন্যান্সিং ও সাসটেইনেবল ব্যাংকিং বিষয়ে একটি সেমিনার অনুষ্ঠিত হয়েছে। এতে দেশী-বিদেশী বিশেষজ্ঞরা অংশ নেন। [758, 648, 894, 737]
story-paragraph: নিহতের পরিবারকে সহায়তার দাবি জানিয়েছেন এলাকাবাসী। তারা বলেন, তার এ সাহসিকতার স্বীকৃতি দেয়া উচিত। [272, 603, 472, 640]
ad-code: এনডি-৫৫১/২৬ [8, 1081, 134, 1099]
story-paragraph: বিশেষজ্ঞদের মতে, এ পরিস্থিতি মোকাবেলায় এখনই কার্যকর উদ্যোগ নেয়া জরুরি। ব্যাপক বৃক্ষরোপণ ও সবুজায়ন বৃদ্ধি, জলাশয় সংরক্ষণ ও পুনরুদ্ধার এবং নগর পরিকল্পনায় পরিবেশবান্ধব নীতি অনুসরণ করা প্রয়োজন। [620, 285, 750, 387]
story-paragraph: তিস্তা নদী সুরক্ষা ও ব্যবস্থাপনা প্রকল্প নিজস্ব অর্থায়নে বাস্তবায়নের লক্ষ্যে বন্ড চালুর চিন্তা করছে সরকার। এ বিষয়ে সংশ্লিষ্ট মন্ত্রণালয়ের সঙ্গে আলোচনা চলছে। [758, 443, 894, 519]
story-headline: বন্ড চালুর মাধ্যমে নিজস্ব অর্থায়নে তিস্তা প্রকল্প [765, 383, 1033, 423]
column-3 [480, 68, 750, 1860]
story-body [480, 781, 750, 901]
story-body [758, 647, 1040, 818]
buy-sell-heading: ক্রয়-বিক্রয় [8, 72, 134, 118]
story-paragraph: দৌলতদিয়া ঘাটের সহকারী মহাব্যবস্থাপক (বাণিজ্য) মোহাম্মদ সালাহউদ্দিন জানান, ফেরিতে ওঠার সময় একটি বাস নদীতে পড়ে গেছে। বাসটি উদ্ধারে উদ্ধারকারী জাহাজ পাঠানো হয়েছে। [620, 573, 750, 662]
